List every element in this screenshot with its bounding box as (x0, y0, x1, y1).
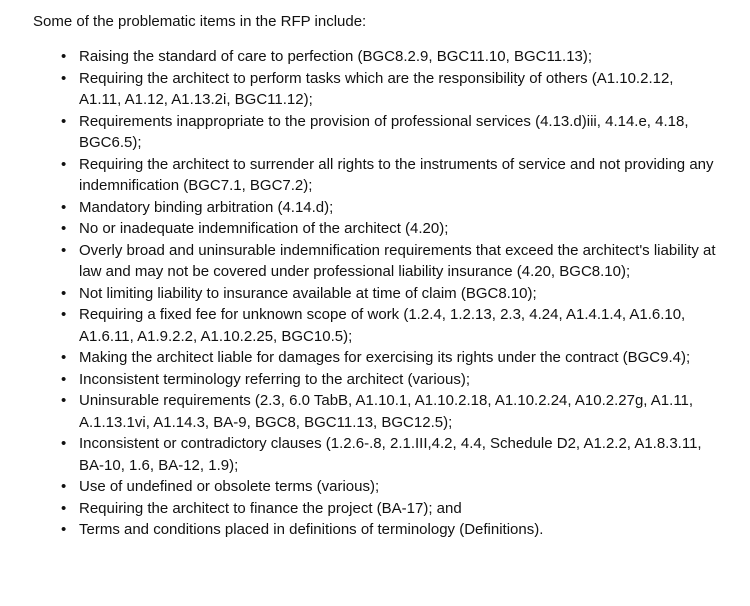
intro-paragraph: Some of the problematic items in the RFP include: (33, 13, 367, 30)
bullet-icon: • (61, 220, 67, 237)
bullet-icon: • (61, 349, 67, 366)
bullet-icon: • (61, 241, 67, 259)
list-item (61, 154, 719, 197)
bullet-icon: • (61, 478, 67, 495)
bullet-icon: • (61, 499, 67, 517)
list-item (61, 111, 719, 154)
bullet-icon: • (61, 284, 67, 302)
list-item (61, 197, 719, 219)
bullet-icon: • (61, 155, 67, 173)
bullet-icon: • (61, 435, 67, 452)
list-item (61, 369, 719, 391)
list-item (61, 46, 719, 68)
list-item-text: Overly broad and uninsurable indemnification requirements that exceed the architect's liability at law and may not be covered under professional liability insurance (4.20, BGC8.10); (79, 241, 716, 280)
list-item-text: Inconsistent terminology referring to the architect (various); (79, 370, 471, 388)
list-item (61, 283, 719, 305)
list-item-text: Raising the standard of care to perfection (BGC8.2.9, BGC11.10, BGC11.13); (79, 48, 593, 65)
list-item (61, 240, 719, 283)
list-item (61, 304, 719, 347)
bullet-icon: • (61, 112, 67, 130)
list-item-text: Terms and conditions placed in definitions of terminology (Definitions). (79, 521, 544, 538)
list-item-text: Requiring the architect to perform tasks which are the responsibility of others (A1.10.2.12, A1.11, A1.12, A1.13.2i, BGC11.12); (79, 69, 674, 108)
list-item-text: Mandatory binding arbitration (4.14.d); (79, 198, 334, 216)
list-item-text: Requiring the architect to surrender all rights to the instruments of service and not providing any indemnification (BGC7.1, BGC7.2); (79, 155, 714, 194)
bullet-icon: • (61, 198, 67, 216)
bullet-icon: • (61, 370, 67, 388)
list-item-text: Requiring the architect to finance the project (BA-17); and (79, 499, 462, 517)
list-item-text: Making the architect liable for damages for exercising its rights under the contract (BGC9.4); (79, 349, 691, 366)
problem-items-list (33, 46, 732, 541)
list-item (61, 498, 719, 520)
bullet-icon: • (61, 69, 67, 87)
list-item-text: Requiring a fixed fee for unknown scope of work (1.2.4, 1.2.13, 2.3, 4.24, A1.4.1.4, A1.6.10, A1.6.11, A1.9.2.2, A1.10.2.25, BGC10.5); (79, 306, 686, 345)
list-item-text: No or inadequate indemnification of the architect (4.20); (79, 220, 449, 237)
list-item (61, 218, 719, 240)
list-item (61, 433, 719, 476)
bullet-icon: • (61, 306, 67, 323)
list-item (61, 347, 719, 369)
list-item (61, 519, 719, 541)
bullet-icon: • (61, 392, 67, 409)
list-item (61, 68, 719, 111)
bullet-icon: • (61, 48, 67, 65)
list-item-text: Inconsistent or contradictory clauses (1.2.6-.8, 2.1.III,4.2, 4.4, Schedule D2, A1.2.2, A1.8.3.11, BA-10, 1.6, BA-12, 1.9); (79, 435, 702, 474)
list-item (61, 476, 719, 498)
bullet-icon: • (61, 521, 67, 538)
list-item-text: Uninsurable requirements (2.3, 6.0 TabB, A1.10.1, A1.10.2.18, A1.10.2.24, A10.2.27g, A1.11, A.1.13.1vi, A1.14.3, BA-9, BGC8, BGC11.13, BGC12.5); (79, 392, 694, 431)
list-item (61, 390, 719, 433)
list-item-text: Not limiting liability to insurance available at time of claim (BGC8.10); (79, 284, 537, 302)
list-item-text: Use of undefined or obsolete terms (various); (79, 478, 380, 495)
list-item-text: Requirements inappropriate to the provision of professional services (4.13.d)iii, 4.14.e, 4.18, BGC6.5); (79, 112, 689, 151)
